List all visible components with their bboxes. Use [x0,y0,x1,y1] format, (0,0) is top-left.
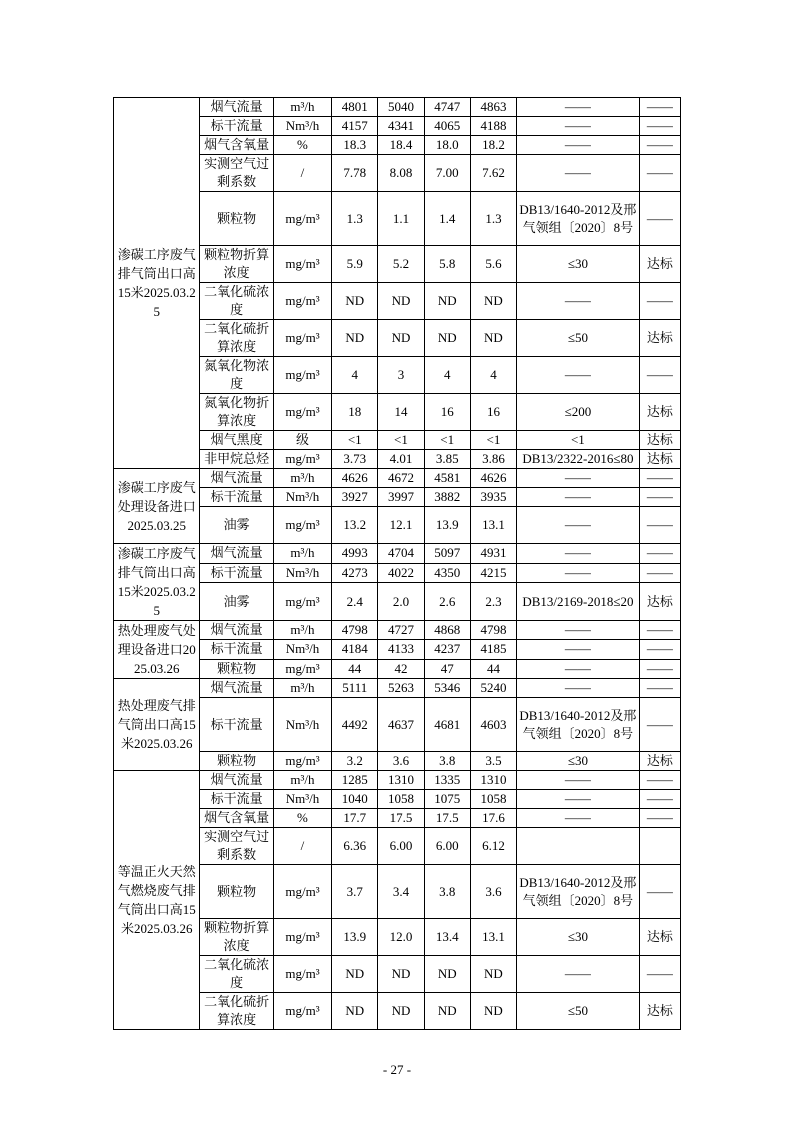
unit-cell: mg/m³ [273,320,331,357]
item-cell: 标干流量 [200,563,273,583]
unit-cell: mg/m³ [273,865,331,919]
value-4-cell: <1 [470,431,516,450]
value-2-cell: 3.6 [378,752,424,771]
item-cell: 烟气流量 [200,771,273,790]
value-2-cell: <1 [378,431,424,450]
value-4-cell: 3935 [470,488,516,507]
value-4-cell: 17.6 [470,809,516,828]
unit-cell: % [273,136,331,155]
value-2-cell: 2.0 [378,583,424,621]
item-cell: 标干流量 [200,640,273,659]
unit-cell: mg/m³ [273,246,331,283]
value-2-cell: 4.01 [378,450,424,469]
value-4-cell: ND [470,320,516,357]
value-3-cell: ND [424,993,470,1030]
result-cell: —— [639,865,680,919]
item-cell: 烟气黑度 [200,431,273,450]
unit-cell: 级 [273,431,331,450]
monitoring-results-table [113,97,681,1030]
value-2-cell: 5.2 [378,246,424,283]
result-cell: —— [639,192,680,246]
unit-cell: mg/m³ [273,507,331,544]
value-2-cell: 5263 [378,679,424,698]
unit-cell: mg/m³ [273,283,331,320]
value-2-cell: 4704 [378,544,424,564]
value-4-cell: 4603 [470,698,516,752]
value-2-cell: 4341 [378,117,424,136]
value-4-cell: 2.3 [470,583,516,621]
unit-cell: mg/m³ [273,192,331,246]
value-1-cell: 7.78 [332,155,378,192]
value-3-cell: 4237 [424,640,470,659]
value-3-cell: 4581 [424,469,470,488]
sampling-location-cell: 渗碳工序废气排气筒出口高15米2025.03.25 [114,98,200,469]
value-3-cell: 2.6 [424,583,470,621]
result-cell: —— [639,155,680,192]
value-3-cell: 3.8 [424,865,470,919]
table-row [114,469,681,488]
value-1-cell: 1040 [332,790,378,809]
value-4-cell: 18.2 [470,136,516,155]
limit-cell: —— [517,771,640,790]
limit-cell: —— [517,155,640,192]
unit-cell: m³/h [273,469,331,488]
result-cell: —— [639,469,680,488]
limit-cell: —— [517,563,640,583]
unit-cell: / [273,828,331,865]
unit-cell: mg/m³ [273,394,331,431]
result-cell: 达标 [639,431,680,450]
value-1-cell: ND [332,993,378,1030]
value-1-cell: 2.4 [332,583,378,621]
limit-cell: —— [517,98,640,117]
result-cell: —— [639,117,680,136]
result-cell: —— [639,563,680,583]
value-4-cell: 4931 [470,544,516,564]
limit-cell: ≤50 [517,320,640,357]
item-cell: 二氧化硫浓度 [200,956,273,993]
result-cell: —— [639,98,680,117]
result-cell: —— [639,283,680,320]
unit-cell: Nm³/h [273,790,331,809]
value-3-cell: 47 [424,659,470,678]
value-2-cell: ND [378,283,424,320]
value-2-cell: 4672 [378,469,424,488]
value-4-cell: 3.5 [470,752,516,771]
value-1-cell: 3.73 [332,450,378,469]
unit-cell: mg/m³ [273,357,331,394]
result-cell: —— [639,809,680,828]
value-3-cell: 6.00 [424,828,470,865]
item-cell: 油雾 [200,507,273,544]
value-1-cell: 4626 [332,469,378,488]
value-4-cell: 4863 [470,98,516,117]
item-cell: 烟气含氧量 [200,809,273,828]
result-cell: —— [639,357,680,394]
item-cell: 非甲烷总烃 [200,450,273,469]
value-1-cell: 1.3 [332,192,378,246]
value-3-cell: 13.4 [424,919,470,956]
value-1-cell: 5111 [332,679,378,698]
result-cell: 达标 [639,993,680,1030]
result-cell: —— [639,544,680,564]
item-cell: 颗粒物 [200,659,273,678]
result-cell: —— [639,507,680,544]
value-1-cell: 3927 [332,488,378,507]
value-2-cell: 3.4 [378,865,424,919]
result-cell: —— [639,136,680,155]
value-4-cell: 4215 [470,563,516,583]
limit-cell: —— [517,809,640,828]
item-cell: 烟气含氧量 [200,136,273,155]
value-1-cell: 18.3 [332,136,378,155]
value-1-cell: 4 [332,357,378,394]
value-2-cell: 12.1 [378,507,424,544]
value-2-cell: 4727 [378,621,424,640]
value-2-cell: 42 [378,659,424,678]
limit-cell: ≤30 [517,919,640,956]
value-4-cell: 4188 [470,117,516,136]
result-cell: 达标 [639,919,680,956]
item-cell: 烟气流量 [200,469,273,488]
value-2-cell: ND [378,956,424,993]
value-1-cell: 4273 [332,563,378,583]
value-2-cell: 3 [378,357,424,394]
value-2-cell: 14 [378,394,424,431]
value-1-cell: ND [332,320,378,357]
item-cell: 烟气流量 [200,679,273,698]
value-3-cell: 5346 [424,679,470,698]
unit-cell: Nm³/h [273,563,331,583]
value-3-cell: 5.8 [424,246,470,283]
value-4-cell: 5.6 [470,246,516,283]
limit-cell: DB13/1640-2012及邢气领组〔2020〕8号 [517,192,640,246]
value-4-cell: 1310 [470,771,516,790]
table-row [114,621,681,640]
limit-cell: —— [517,357,640,394]
value-1-cell: 5.9 [332,246,378,283]
value-4-cell: 3.6 [470,865,516,919]
value-4-cell: 13.1 [470,919,516,956]
value-3-cell: 4868 [424,621,470,640]
value-4-cell: 7.62 [470,155,516,192]
limit-cell: ≤30 [517,246,640,283]
result-cell: 达标 [639,246,680,283]
unit-cell: % [273,809,331,828]
item-cell: 二氧化硫浓度 [200,283,273,320]
unit-cell: m³/h [273,771,331,790]
value-2-cell: 1058 [378,790,424,809]
value-2-cell: 8.08 [378,155,424,192]
value-1-cell: 6.36 [332,828,378,865]
sampling-location-cell: 热处理废气处理设备进口2025.03.26 [114,621,200,679]
limit-cell: ≤50 [517,993,640,1030]
result-cell: —— [639,679,680,698]
value-4-cell: ND [470,283,516,320]
unit-cell: Nm³/h [273,698,331,752]
value-3-cell: 4350 [424,563,470,583]
value-1-cell: 17.7 [332,809,378,828]
unit-cell: Nm³/h [273,117,331,136]
value-1-cell: 4184 [332,640,378,659]
limit-cell: —— [517,544,640,564]
value-3-cell: 16 [424,394,470,431]
value-2-cell: 6.00 [378,828,424,865]
value-3-cell: 3.85 [424,450,470,469]
unit-cell: mg/m³ [273,993,331,1030]
value-2-cell: 17.5 [378,809,424,828]
item-cell: 标干流量 [200,488,273,507]
value-3-cell: <1 [424,431,470,450]
unit-cell: / [273,155,331,192]
limit-cell: <1 [517,431,640,450]
result-cell: —— [639,698,680,752]
limit-cell: —— [517,679,640,698]
limit-cell: —— [517,621,640,640]
item-cell: 氮氧化物浓度 [200,357,273,394]
value-1-cell: 4993 [332,544,378,564]
value-1-cell: ND [332,956,378,993]
table-row [114,544,681,564]
value-1-cell: 4157 [332,117,378,136]
value-4-cell: 4 [470,357,516,394]
item-cell: 颗粒物折算浓度 [200,919,273,956]
limit-cell: —— [517,488,640,507]
unit-cell: m³/h [273,98,331,117]
unit-cell: mg/m³ [273,956,331,993]
value-4-cell: 5240 [470,679,516,698]
table-row [114,679,681,698]
limit-cell: —— [517,283,640,320]
unit-cell: m³/h [273,621,331,640]
limit-cell: —— [517,659,640,678]
sampling-location-cell: 热处理废气排气筒出口高15米2025.03.26 [114,679,200,771]
limit-cell: —— [517,117,640,136]
value-1-cell: 13.2 [332,507,378,544]
value-1-cell: 18 [332,394,378,431]
value-2-cell: 18.4 [378,136,424,155]
unit-cell: mg/m³ [273,450,331,469]
value-3-cell: 4681 [424,698,470,752]
value-1-cell: 3.7 [332,865,378,919]
value-4-cell: 4185 [470,640,516,659]
value-2-cell: 5040 [378,98,424,117]
value-4-cell: 13.1 [470,507,516,544]
item-cell: 实测空气过剩系数 [200,828,273,865]
value-2-cell: 1310 [378,771,424,790]
result-cell: 达标 [639,583,680,621]
limit-cell: —— [517,136,640,155]
result-cell [639,828,680,865]
result-cell: —— [639,640,680,659]
value-3-cell: ND [424,320,470,357]
value-3-cell: 3882 [424,488,470,507]
result-cell: —— [639,790,680,809]
item-cell: 烟气流量 [200,98,273,117]
sampling-location-cell: 渗碳工序废气处理设备进口2025.03.25 [114,469,200,544]
item-cell: 二氧化硫折算浓度 [200,993,273,1030]
value-2-cell: 1.1 [378,192,424,246]
result-cell: 达标 [639,752,680,771]
value-4-cell: ND [470,993,516,1030]
limit-cell: DB13/1640-2012及邢气领组〔2020〕8号 [517,865,640,919]
value-2-cell: 4022 [378,563,424,583]
value-3-cell: 4065 [424,117,470,136]
value-4-cell: ND [470,956,516,993]
limit-cell: —— [517,790,640,809]
item-cell: 颗粒物 [200,752,273,771]
value-2-cell: 12.0 [378,919,424,956]
result-cell: 达标 [639,320,680,357]
value-1-cell: 3.2 [332,752,378,771]
value-3-cell: 7.00 [424,155,470,192]
item-cell: 标干流量 [200,117,273,136]
result-cell: —— [639,956,680,993]
limit-cell: DB13/2169-2018≤20 [517,583,640,621]
limit-cell: —— [517,640,640,659]
value-3-cell: ND [424,956,470,993]
item-cell: 实测空气过剩系数 [200,155,273,192]
limit-cell: —— [517,507,640,544]
limit-cell [517,828,640,865]
result-cell: 达标 [639,450,680,469]
item-cell: 标干流量 [200,790,273,809]
result-cell: —— [639,659,680,678]
item-cell: 颗粒物 [200,865,273,919]
value-3-cell: ND [424,283,470,320]
value-1-cell: 1285 [332,771,378,790]
value-4-cell: 44 [470,659,516,678]
value-4-cell: 6.12 [470,828,516,865]
value-4-cell: 1.3 [470,192,516,246]
value-2-cell: 4133 [378,640,424,659]
item-cell: 颗粒物折算浓度 [200,246,273,283]
item-cell: 烟气流量 [200,544,273,564]
page-number: - 27 - [382,1062,412,1077]
value-3-cell: 17.5 [424,809,470,828]
value-2-cell: 3997 [378,488,424,507]
item-cell: 标干流量 [200,698,273,752]
limit-cell: ≤30 [517,752,640,771]
value-1-cell: 4492 [332,698,378,752]
value-3-cell: 1.4 [424,192,470,246]
limit-cell: ≤200 [517,394,640,431]
limit-cell: —— [517,469,640,488]
value-2-cell: 4637 [378,698,424,752]
unit-cell: Nm³/h [273,640,331,659]
value-3-cell: 13.9 [424,507,470,544]
result-cell: —— [639,771,680,790]
value-3-cell: 18.0 [424,136,470,155]
unit-cell: mg/m³ [273,583,331,621]
result-cell: —— [639,621,680,640]
unit-cell: mg/m³ [273,919,331,956]
value-1-cell: 13.9 [332,919,378,956]
item-cell: 烟气流量 [200,621,273,640]
value-3-cell: 1335 [424,771,470,790]
item-cell: 二氧化硫折算浓度 [200,320,273,357]
sampling-location-cell: 等温正火天然气燃烧废气排气筒出口高15米2025.03.26 [114,771,200,1030]
value-4-cell: 4626 [470,469,516,488]
unit-cell: m³/h [273,544,331,564]
value-3-cell: 5097 [424,544,470,564]
value-4-cell: 16 [470,394,516,431]
item-cell: 颗粒物 [200,192,273,246]
unit-cell: mg/m³ [273,659,331,678]
value-2-cell: ND [378,993,424,1030]
value-4-cell: 3.86 [470,450,516,469]
value-1-cell: <1 [332,431,378,450]
limit-cell: DB13/2322-2016≤80 [517,450,640,469]
item-cell: 油雾 [200,583,273,621]
unit-cell: m³/h [273,679,331,698]
value-4-cell: 4798 [470,621,516,640]
value-2-cell: ND [378,320,424,357]
value-3-cell: 4747 [424,98,470,117]
table-row [114,98,681,117]
limit-cell: DB13/1640-2012及邢气领组〔2020〕8号 [517,698,640,752]
value-1-cell: ND [332,283,378,320]
value-3-cell: 3.8 [424,752,470,771]
value-4-cell: 1058 [470,790,516,809]
table-row [114,771,681,790]
value-1-cell: 4798 [332,621,378,640]
item-cell: 氮氧化物折算浓度 [200,394,273,431]
value-3-cell: 4 [424,357,470,394]
result-cell: —— [639,488,680,507]
unit-cell: Nm³/h [273,488,331,507]
value-1-cell: 4801 [332,98,378,117]
result-cell: 达标 [639,394,680,431]
value-1-cell: 44 [332,659,378,678]
unit-cell: mg/m³ [273,752,331,771]
sampling-location-cell: 渗碳工序废气排气筒出口高15米2025.03.25 [114,544,200,621]
limit-cell: —— [517,956,640,993]
value-3-cell: 1075 [424,790,470,809]
